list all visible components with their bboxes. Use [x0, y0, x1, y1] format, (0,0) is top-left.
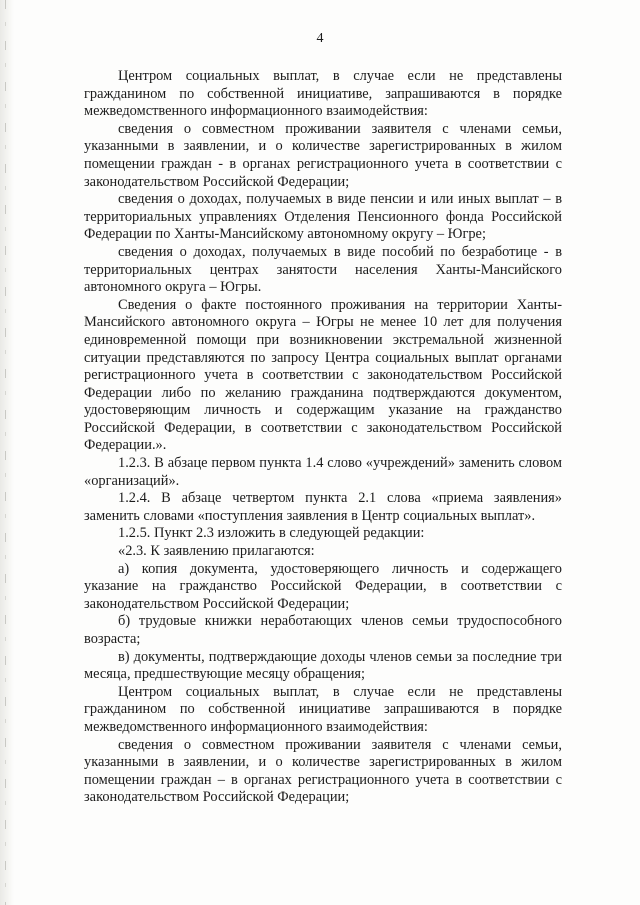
paragraph: 1.2.4. В абзаце четвертом пункта 2.1 слова «приема заявления» заменить словами «поступления заявления в Центр социальных выплат».	[84, 490, 562, 524]
paragraph: в) документы, подтверждающие доходы членов семьи за последние три месяца, предшествующие месяцу обращения;	[84, 648, 562, 683]
paragraph: 1.2.5. Пункт 2.3 изложить в следующей редакции:	[118, 525, 425, 542]
paragraph: 1.2.3. В абзаце первом пункта 1.4 слово «учреждений» заменить словом «организаций».	[84, 455, 562, 489]
document-body	[84, 68, 562, 807]
paragraph: сведения о совместном проживании заявителя с членами семьи, указанными в заявлении, и о количестве зарегистрированных в жилом помещении граждан – в органах регистрационного учета в соответствии с законодательством Российской Федерации;	[84, 736, 562, 806]
paragraph: Сведения о факте постоянного проживания на территории Ханты-Мансийского автономного округа – Югры не менее 10 лет для получения единовременной помощи при возникновении экстремальной жизненной ситуации представляются по запросу Центра социальных выплат органами регистрационного учета в соответствии с законодательством Российской Федерации либо по желанию гражданина подтверждаются документом, удостоверяющим личность и содержащим указание на гражданство Российской Федерации, в соответствии с законодательством Российской Федерации.».	[84, 296, 562, 454]
paragraph: сведения о доходах, получаемых в виде пенсии и или иных выплат – в территориальных управлениях Отделения Пенсионного фонда Российской Федерации по Ханты-Мансийскому автономному округу – Югре;	[84, 191, 562, 243]
paragraph: Центром социальных выплат, в случае если не представлены гражданином по собственной инициативе, запрашиваются в порядке межведомственного информационного взаимодействия:	[84, 68, 562, 120]
paragraph: а) копия документа, удостоверяющего личность и содержащего указание на гражданство Российской Федерации, в соответствии с законодательством Российской Федерации;	[84, 560, 562, 612]
paragraph: Центром социальных выплат, в случае если не представлены гражданином по собственной инициативе запрашиваются в порядке межведомственного информационного взаимодействия:	[84, 683, 562, 735]
paragraph: б) трудовые книжки неработающих членов семьи трудоспособного возраста;	[84, 613, 562, 647]
paragraph: сведения о совместном проживании заявителя с членами семьи, указанными в заявлении, и о количестве зарегистрированных в жилом помещении граждан - в органах регистрационного учета в соответствии с законодательством Российской Федерации;	[84, 120, 562, 190]
page-number: 4	[316, 31, 324, 46]
paragraph: «2.3. К заявлению прилагаются:	[118, 543, 315, 560]
scan-edge	[0, 0, 14, 905]
paragraph: сведения о доходах, получаемых в виде пособий по безработице - в территориальных центрах занятости населения Ханты-Мансийского автономного округа – Югры.	[84, 243, 562, 296]
